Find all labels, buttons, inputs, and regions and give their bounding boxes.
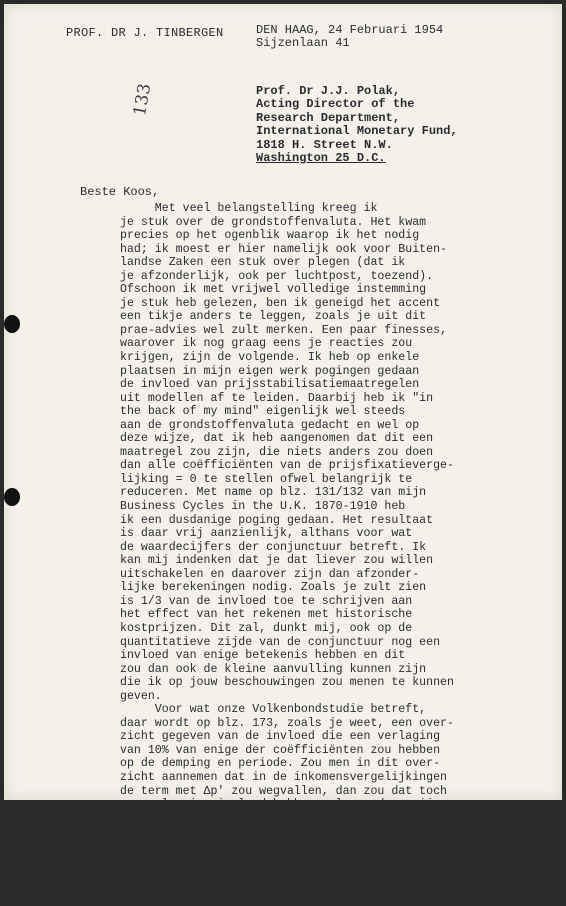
punch-hole xyxy=(4,315,20,333)
body-line: Voor wat onze Volkenbondstudie betreft, xyxy=(120,703,427,717)
letter-body xyxy=(120,202,461,906)
recipient-address xyxy=(256,85,458,165)
salutation: Beste Koos, xyxy=(80,185,160,199)
body-line: zicht aannemen dat in de inkomensvergelijkingen xyxy=(120,770,447,784)
body-line: deze wijze, dat ik heb aangenomen dat dit een xyxy=(120,432,434,446)
body-line: had; ik moest er hier namelijk ook voor Buiten- xyxy=(120,242,447,256)
body-line: de invloed van prijsstabilisatiemaatregelen xyxy=(120,378,420,392)
address-line: Washington 25 D.C. xyxy=(256,151,386,166)
sender-name: PROF. DR J. TINBERGEN xyxy=(66,26,224,40)
body-line: plaatsen in mijn eigen werk pogingen gedaan xyxy=(120,364,420,378)
body-line: nog wel enige invloed hebben volgens deze cij- xyxy=(120,798,441,812)
body-line: op de demping en periode. Zou men in dit over- xyxy=(120,757,441,771)
address-line: Research Department, xyxy=(256,110,401,125)
body-line: the back of my mind" eigenlijk wel steeds xyxy=(120,405,406,419)
body-line: precies op het ogenblik waarop ik het nodig xyxy=(120,229,420,243)
body-line: de waardecijfers der conjunctuur betreft. Ik xyxy=(120,540,427,554)
handwritten-margin-note: 133 xyxy=(130,82,156,118)
body-line: dan alle coëfficiënten van de prijsfixatieverge- xyxy=(120,459,454,473)
body-line: die ik op jouw beschouwingen zou menen te kunnen xyxy=(120,676,454,690)
body-line: zicht gegeven van de invloed die een verlaging xyxy=(120,730,441,744)
body-line: daarover is iets te vinden op blz. 169 onder xyxy=(120,838,427,852)
body-line: prae-advies wel zult merken. Een paar finesses, xyxy=(120,323,447,337)
body-line: is 1/3 van de invloed toe te schrijven aan xyxy=(120,594,413,608)
street-address: Sijzenlaan 41 xyxy=(256,36,350,50)
body-line: geven. xyxy=(120,689,162,703)
body-line: aan de grondstoffenvaluta gedacht en wel op xyxy=(120,418,420,432)
body-line: begrijpen zult, de voorkeur aan dit met een xyxy=(120,892,420,906)
body-line: kostprijzen. Dit zal, dunkt mij, ook op de xyxy=(120,621,413,635)
body-line: Business Cycles in the U.K. 1870-1910 heb xyxy=(120,500,406,514)
body-line: waarover ik nog graag eens je reacties zou xyxy=(120,337,413,351)
body-line: Met veel belangstelling kreeg ik xyxy=(120,202,378,215)
body-line: je stuk heb gelezen, ben ik geneigd het accent xyxy=(120,296,441,310)
body-line: de term met Δp' zou wegvallen, dan zou dat toch xyxy=(120,784,447,798)
body-line: prijsvergelijking is hier niet mogelijk, doch xyxy=(120,825,434,839)
body-line: is daar vrij aanzienlijk, althans voor wat xyxy=(120,527,413,541)
body-line: daar wordt op blz. 173, zoals je weet, een over- xyxy=(120,716,454,730)
body-line: lijke berekeningen nodig. Zoals je zult zien xyxy=(120,581,427,595)
body-line: ik een dusdanige poging gedaan. Het resultaat xyxy=(120,513,434,527)
address-line: Prof. Dr J.J. Polak, xyxy=(256,84,401,98)
body-line: quantitatieve zijde van de conjunctuur nog een xyxy=(120,635,441,649)
address-line: Acting Director of the xyxy=(256,97,415,112)
place-date: DEN HAAG, 24 Februari 1954 xyxy=(256,23,444,37)
body-line: het effect van het rekenen met historische xyxy=(120,608,413,622)
letter-page xyxy=(4,4,562,906)
body-line: een tikje anders te leggen, zoals je uit dit xyxy=(120,310,427,324)
address-line: International Monetary Fund, xyxy=(256,124,458,139)
body-line: de effect moeten kennen en daar ben ik nog niet xyxy=(120,865,447,879)
body-line: landse Zaken een stuk over plegen (dat ik xyxy=(120,256,406,270)
body-line: de titel "rigid prices". Men zou het gecombineer- xyxy=(120,852,461,866)
body-line: fers. Het tot 0 reduceren van de termen van de xyxy=(120,811,441,825)
body-line: krijgen, zijn de volgende. Ik heb op enkele xyxy=(120,351,420,365)
body-line: zou dan ook de kleine aanvulling kunnen zijn xyxy=(120,662,427,676)
body-line: je stuk over de grondstoffenvaluta. Het kwam xyxy=(120,215,427,229)
body-line: van 10% van enige der coëfficiënten zou hebben xyxy=(120,743,441,757)
body-line: lijking = 0 te stellen ofwel belangrijk te xyxy=(120,472,413,486)
body-line: Ofschoon ik met vrijwel volledige instemming xyxy=(120,283,427,297)
body-line: je afzonderlijk, ook per luchtpost, toezend). xyxy=(120,269,434,283)
body-line: maatregel zou zijn, die niets anders zou doen xyxy=(120,445,434,459)
address-line: 1818 H. Street N.W. xyxy=(256,137,393,152)
body-line: kan mij indenken dat je dat liever zou willen xyxy=(120,554,434,568)
body-line: reduceren. Met name op blz. 131/132 van mijn xyxy=(120,486,427,500)
letterhead-place-date xyxy=(256,24,443,50)
body-line: uitschakelen en daarover zijn dan afzonder- xyxy=(120,567,420,581)
body-line: invloed van enige betekenis hebben en dit xyxy=(120,649,406,663)
punch-hole xyxy=(4,488,20,506)
body-line: aan toegekomen. Ik geeft er, zoals je trouwens xyxy=(120,879,441,893)
body-line: uit modellen af te leiden. Daarbij heb ik "in xyxy=(120,391,434,405)
